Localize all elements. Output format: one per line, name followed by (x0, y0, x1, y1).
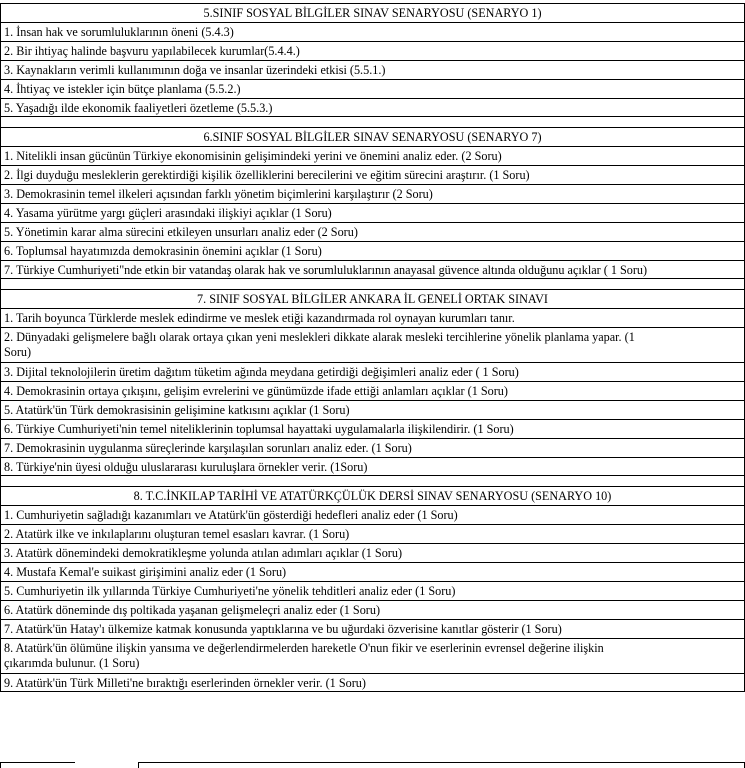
table-row: 4. Mustafa Kemal'e suikast girişimini analiz eder (1 Soru) (0, 562, 745, 581)
section-title: 6.SINIF SOSYAL BİLGİLER SINAV SENARYOSU (SENARYO 7) (0, 127, 745, 146)
table-cell-edge (0, 762, 75, 768)
table-cell-edge (138, 762, 745, 768)
table-row: 2. Atatürk ilke ve inkılaplarını oluşturan temel esasları kavrar. (1 Soru) (0, 524, 745, 543)
table-row: 4. İhtiyaç ve istekler için bütçe planlama (5.5.2.) (0, 79, 745, 98)
table-row: 3. Dijital teknolojilerin üretim dağıtım tüketim ağında meydana getirdiği değişimleri analiz eder ( 1 Soru) (0, 362, 745, 381)
section-title: 8. T.C.İNKILAP TARİHİ VE ATATÜRKÇÜLÜK DERSİ SINAV SENARYOSU (SENARYO 10) (0, 486, 745, 505)
table-row: 5. Yaşadığı ilde ekonomik faaliyetleri özetleme (5.5.3.) (0, 98, 745, 117)
table-row: 1. Cumhuriyetin sağladığı kazanımları ve Atatürk'ün gösterdiği hedefleri analiz eder (1 Soru) (0, 505, 745, 524)
table-row: 4. Yasama yürütme yargı güçleri arasındaki ilişkiyi açıklar (1 Soru) (0, 203, 745, 222)
section-grade5 (0, 3, 745, 117)
table-row: 6. Türkiye Cumhuriyeti'nin temel niteliklerinin toplumsal hayattaki uygulamalarla ilişkilendirir. (1 Soru) (0, 419, 745, 438)
table-row: 5. Yönetimin karar alma sürecini etkileyen unsurları analiz eder (2 Soru) (0, 222, 745, 241)
table-row: 2. Dünyadaki gelişmelere bağlı olarak ortaya çıkan yeni meslekleri dikkate alarak mesleki tercihlerine yönelik planlama yapar. (1 Soru) (0, 327, 745, 362)
next-table-edge (0, 762, 745, 768)
table-row: 8. Türkiye'nin üyesi olduğu uluslararası kuruluşlara örnekler verir. (1Soru) (0, 457, 745, 476)
section-title: 5.SINIF SOSYAL BİLGİLER SINAV SENARYOSU (SENARYO 1) (0, 3, 745, 22)
table-row: 6. Atatürk döneminde dış poltikada yaşanan gelişmeleçri analiz eder (1 Soru) (0, 600, 745, 619)
section-grade7 (0, 289, 745, 476)
table-row: 3. Kaynakların verimli kullanımının doğa ve insanlar üzerindeki etkisi (5.5.1.) (0, 60, 745, 79)
section-grade8 (0, 486, 745, 692)
exam-scenario-table (0, 3, 745, 692)
section-spacer (0, 279, 745, 289)
table-row: 3. Demokrasinin temel ilkeleri açısından farklı yönetim biçimlerini karşılaştırır (2 Soru) (0, 184, 745, 203)
table-row: 8. Atatürk'ün ölümüne ilişkin yansıma ve değerlendirmelerden hareketle O'nun fikir ve eserlerinin evrensel değerine ilişkin çıkarımda bulunur. (1 Soru) (0, 638, 745, 673)
section-title: 7. SINIF SOSYAL BİLGİLER ANKARA İL GENELİ ORTAK SINAVI (0, 289, 745, 308)
table-row: 2. İlgi duyduğu mesleklerin gerektirdiği kişilik özelliklerini berecilerini ve eğitim sürecini araştırır. (1 Soru) (0, 165, 745, 184)
section-spacer (0, 476, 745, 486)
section-spacer (0, 117, 745, 127)
table-row: 7. Türkiye Cumhuriyeti"nde etkin bir vatandaş olarak hak ve sorumluluklarının anayasal güvence altında olduğunu açıklar ( 1 Soru) (0, 260, 745, 279)
table-row: 1. İnsan hak ve sorumluluklarının öneni (5.4.3) (0, 22, 745, 41)
table-row: 6. Toplumsal hayatımızda demokrasinin önemini açıklar (1 Soru) (0, 241, 745, 260)
table-row: 2. Bir ihtiyaç halinde başvuru yapılabilecek kurumlar(5.4.4.) (0, 41, 745, 60)
table-row: 7. Atatürk'ün Hatay'ı ülkemize katmak konusunda yaptıklarına ve bu uğurdaki özverisine kanıtlar gösterir (1 Soru) (0, 619, 745, 638)
table-row: 5. Cumhuriyetin ilk yıllarında Türkiye Cumhuriyeti'ne yönelik tehditleri analiz eder (1 Soru) (0, 581, 745, 600)
table-row: 3. Atatürk dönemindeki demokratikleşme yolunda atılan adımları açıklar (1 Soru) (0, 543, 745, 562)
table-row: 1. Nitelikli insan gücünün Türkiye ekonomisinin gelişimindeki yerini ve önemini analiz eder. (2 Soru) (0, 146, 745, 165)
table-row: 7. Demokrasinin uygulanma süreçlerinde karşılaşılan sorunları analiz eder. (1 Soru) (0, 438, 745, 457)
table-row: 1. Tarih boyunca Türklerde meslek edindirme ve meslek etiği kazandırmada rol oynayan kurumları tanır. (0, 308, 745, 327)
table-row: 4. Demokrasinin ortaya çıkışını, gelişim evrelerini ve günümüzde ifade ettiği anlamları açıklar (1 Soru) (0, 381, 745, 400)
table-row: 5. Atatürk'ün Türk demokrasisinin gelişimine katkısını açıklar (1 Soru) (0, 400, 745, 419)
table-row: 9. Atatürk'ün Türk Milleti'ne bıraktığı eserlerinden örnekler verir. (1 Soru) (0, 673, 745, 692)
section-grade6 (0, 127, 745, 279)
